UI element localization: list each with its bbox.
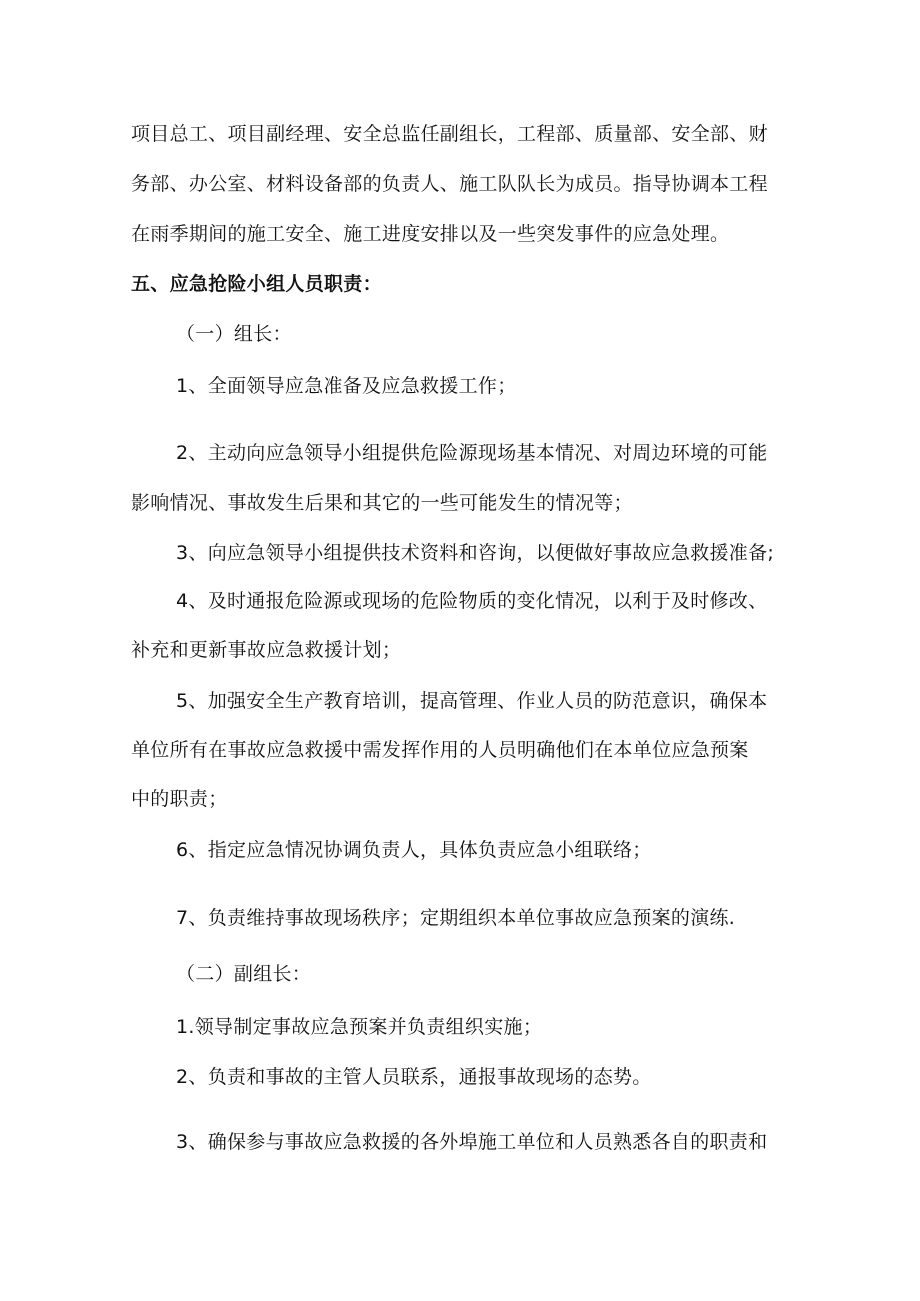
paragraph-line: 在雨季期间的施工安全、施工进度安排以及一些突发事件的应急处理。 bbox=[131, 223, 730, 245]
subsection-heading: （一）组长： bbox=[176, 323, 292, 345]
list-item: 5、加强安全生产教育培训，提高管理、作业人员的防范意识，确保本 bbox=[176, 690, 768, 712]
list-item: 4、及时通报危险源或现场的危险物质的变化情况，以利于及时修改、 bbox=[176, 590, 768, 612]
list-item-continuation: 中的职责； bbox=[131, 788, 228, 810]
list-item: 1、全面领导应急准备及应急救援工作； bbox=[176, 375, 517, 397]
list-item: 6、指定应急情况协调负责人，具体负责应急小组联络； bbox=[176, 839, 652, 861]
section-heading: 五、应急抢险小组人员职责： bbox=[131, 273, 382, 295]
list-item-continuation: 影响情况、事故发生后果和其它的一些可能发生的情况等； bbox=[131, 492, 633, 514]
paragraph-line: 务部、办公室、材料设备部的负责人、施工队队长为成员。指导协调本工程 bbox=[131, 173, 768, 195]
list-item-continuation: 补充和更新事故应急救援计划； bbox=[131, 639, 402, 661]
list-item: 7、负责维持事故现场秩序；定期组织本单位事故应急预案的演练. bbox=[176, 907, 736, 929]
list-item: 1.领导制定事故应急预案并负责组织实施； bbox=[176, 1016, 543, 1038]
list-item: 2、负责和事故的主管人员联系，通报事故现场的态势。 bbox=[176, 1066, 652, 1088]
list-item: 3、确保参与事故应急救援的各外埠施工单位和人员熟悉各自的职责和 bbox=[176, 1131, 768, 1153]
list-item-continuation: 单位所有在事故应急救援中需发挥作用的人员明确他们在本单位应急预案 bbox=[131, 739, 749, 761]
list-item: 2、主动向应急领导小组提供危险源现场基本情况、对周边环境的可能 bbox=[176, 442, 768, 464]
list-item: 3、向应急领导小组提供技术资料和咨询，以便做好事故应急救援准备; bbox=[176, 542, 775, 564]
subsection-heading: （二）副组长： bbox=[176, 963, 312, 985]
paragraph-line: 项目总工、项目副经理、安全总监任副组长，工程部、质量部、安全部、财 bbox=[131, 123, 768, 145]
